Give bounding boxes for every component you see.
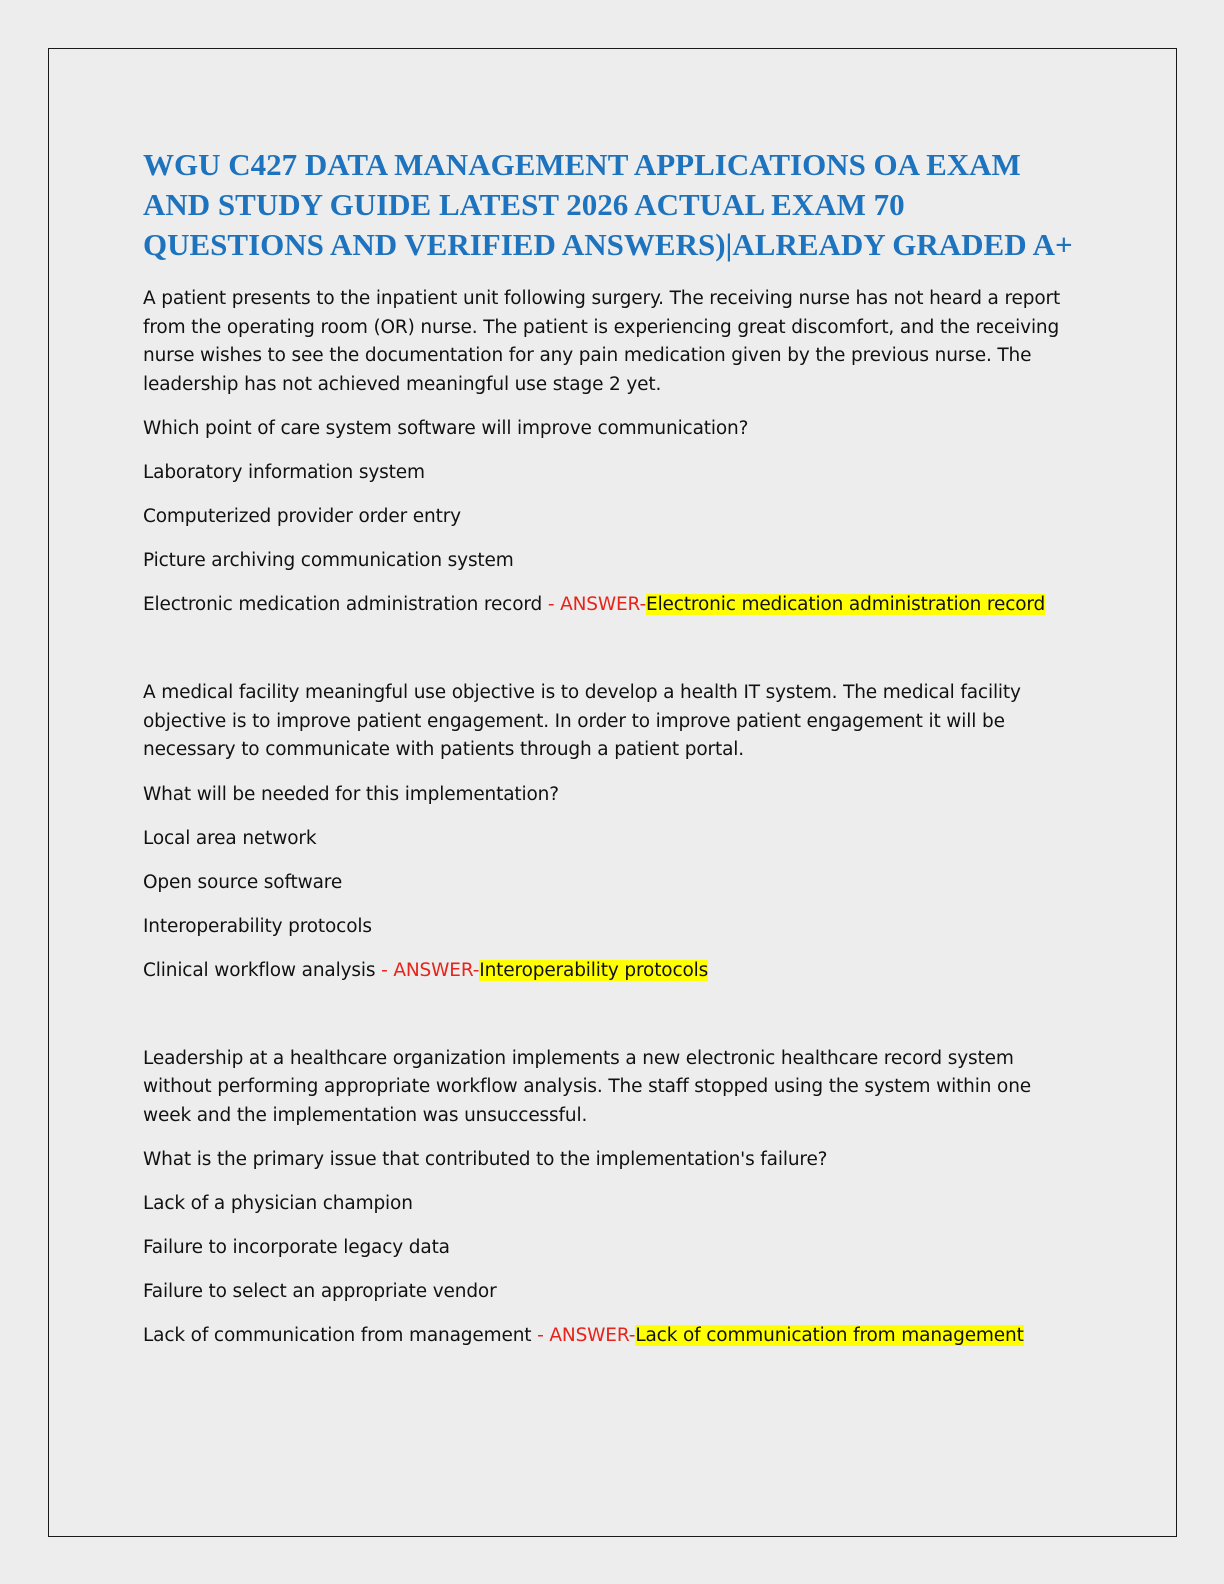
answer-marker: - ANSWER- bbox=[375, 959, 480, 981]
answer-line bbox=[143, 1322, 1083, 1350]
answer-option: Interoperability protocols bbox=[143, 915, 372, 937]
answer-option: Picture archiving communication system bbox=[143, 550, 514, 571]
question-block-2 bbox=[143, 679, 1083, 985]
document-title: WGU C427 DATA MANAGEMENT APPLICATIONS OA EXAM AND STUDY GUIDE LATEST 2026 ACTUAL EXAM 70 QUESTIONS AND VERIFIED ANSWERS)|ALREADY GRADED A+ bbox=[143, 147, 1073, 262]
correct-answer: Electronic medication administration record bbox=[646, 594, 1046, 615]
answer-option: Lack of communication from management bbox=[143, 1325, 532, 1346]
answer-option: Open source software bbox=[143, 871, 343, 893]
question-scenario: A patient presents to the inpatient unit following surgery. The receiving nurse has not heard a report from the operating room (OR) nurse. The patient is experiencing great discomfort, and the receiving nurse wishes to see the documentation for any pain medication given by the previous nurse. The leadership has not achieved meaningful use stage 2 yet. bbox=[143, 288, 1061, 395]
answer-marker: - ANSWER- bbox=[531, 1325, 636, 1346]
question-scenario: Leadership at a healthcare organization implements a new electronic healthcare record system without performing appropriate workflow analysis. The staff stopped using the system within one week and the implementation was unsuccessful. bbox=[143, 1047, 1032, 1126]
answer-option: Electronic medication administration record bbox=[143, 594, 543, 615]
question-block-1 bbox=[143, 285, 1083, 619]
answer-marker: - ANSWER- bbox=[542, 594, 647, 615]
answer-option: Computerized provider order entry bbox=[143, 506, 461, 527]
answer-option: Clinical workflow analysis bbox=[143, 959, 376, 981]
answer-option: Lack of a physician champion bbox=[143, 1193, 413, 1214]
question-scenario: A medical facility meaningful use objective is to develop a health IT system. The medical facility objective is to improve patient engagement. In order to improve patient engagement it will be necessary to communicate with patients through a patient portal. bbox=[143, 682, 1021, 760]
answer-option: Failure to select an appropriate vendor bbox=[143, 1281, 497, 1302]
correct-answer: Interoperability protocols bbox=[479, 959, 709, 981]
answer-line bbox=[143, 957, 1083, 985]
correct-answer: Lack of communication from management bbox=[635, 1325, 1024, 1346]
question-block-3 bbox=[143, 1045, 1083, 1351]
answer-option: Failure to incorporate legacy data bbox=[143, 1237, 450, 1258]
answer-option: Local area network bbox=[143, 827, 317, 849]
question-prompt: What will be needed for this implementation? bbox=[143, 783, 559, 805]
question-prompt: What is the primary issue that contributed to the implementation's failure? bbox=[143, 1149, 828, 1170]
document-content bbox=[143, 145, 1083, 1366]
question-prompt: Which point of care system software will improve communication? bbox=[143, 418, 749, 439]
answer-line bbox=[143, 591, 1083, 619]
page-frame bbox=[48, 48, 1177, 1537]
answer-option: Laboratory information system bbox=[143, 462, 425, 483]
